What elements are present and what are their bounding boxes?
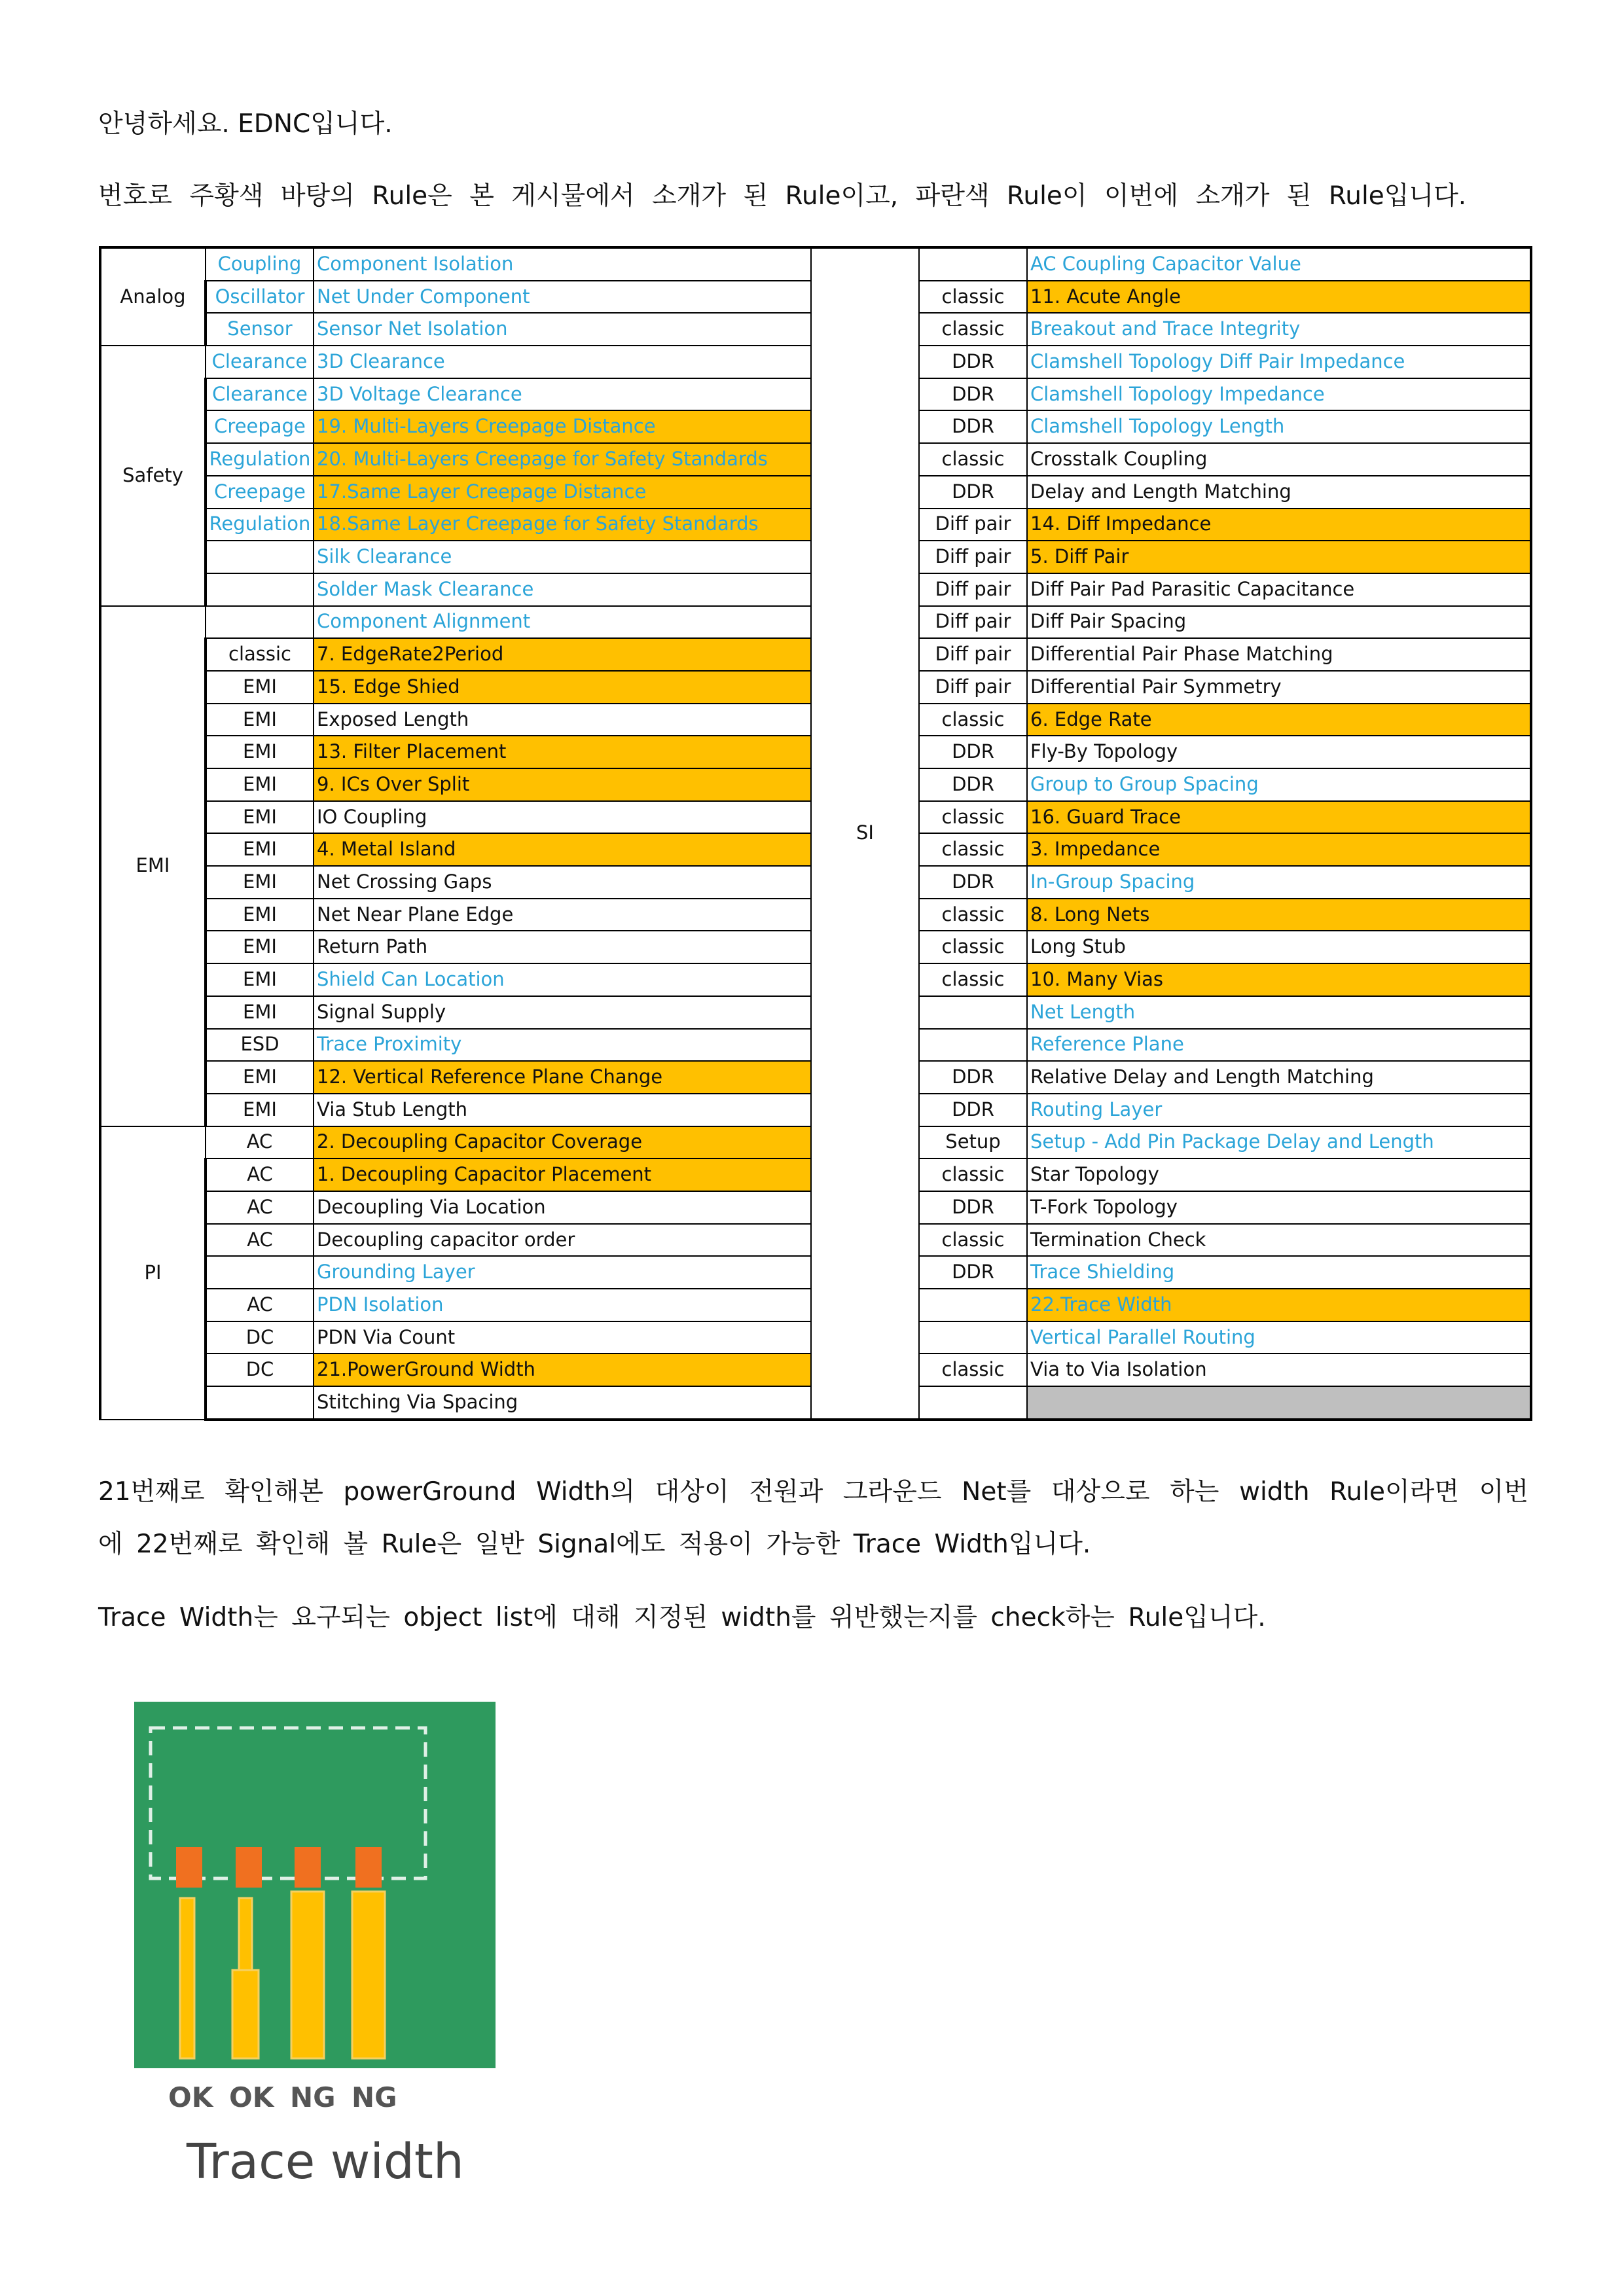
rule-subcategory: AC <box>206 1191 314 1224</box>
rule-subcategory <box>206 541 314 573</box>
si-rule-name: Clamshell Topology Impedance <box>1027 378 1531 411</box>
si-rule-type <box>919 1289 1027 1321</box>
si-rule-type: Diff pair <box>919 638 1027 671</box>
rule-name: 21.PowerGround Width <box>314 1354 811 1386</box>
si-rule-type: DDR <box>919 410 1027 443</box>
rule-name: Component Alignment <box>314 606 811 639</box>
si-rule-name: Via to Via Isolation <box>1027 1354 1531 1386</box>
si-rule-type: Diff pair <box>919 541 1027 573</box>
si-rule-type: DDR <box>919 1094 1027 1126</box>
rule-name: 15. Edge Shied <box>314 671 811 704</box>
si-rule-name: 8. Long Nets <box>1027 899 1531 931</box>
si-rule-type: DDR <box>919 736 1027 768</box>
rule-name: Signal Supply <box>314 996 811 1029</box>
rule-name: PDN Isolation <box>314 1289 811 1321</box>
rule-subcategory: Oscillator <box>206 281 314 314</box>
si-rule-type: Diff pair <box>919 671 1027 704</box>
si-rule-type: classic <box>919 1224 1027 1257</box>
trace-width-figure <box>134 1702 501 2199</box>
category-analog: Analog <box>100 247 206 346</box>
pad-4 <box>355 1847 382 1888</box>
trace-wide-2 <box>232 1970 259 2058</box>
paragraph-trace-width-definition: Trace Width는 요구되는 object list에 대해 지정된 width를 위반했는지를 check하는 Rule입니다. <box>98 1603 1266 1632</box>
si-rule-name: AC Coupling Capacitor Value <box>1027 247 1531 281</box>
category-safety: Safety <box>100 346 206 606</box>
rule-name: 7. EdgeRate2Period <box>314 638 811 671</box>
rule-subcategory: EMI <box>206 996 314 1029</box>
rule-subcategory: DC <box>206 1354 314 1386</box>
rule-subcategory: Coupling <box>206 247 314 281</box>
rule-name: Shield Can Location <box>314 963 811 996</box>
rule-subcategory: EMI <box>206 899 314 931</box>
si-rule-type: Diff pair <box>919 573 1027 606</box>
si-rule-name: Fly-By Topology <box>1027 736 1531 768</box>
rule-subcategory <box>206 573 314 606</box>
rule-name: 18.Same Layer Creepage for Safety Standards <box>314 509 811 541</box>
si-rule-name: T-Fork Topology <box>1027 1191 1531 1224</box>
si-rule-name: Crosstalk Coupling <box>1027 443 1531 476</box>
trace-thin-1 <box>180 1898 194 2058</box>
si-rule-type: Setup <box>919 1126 1027 1159</box>
si-rule-type: classic <box>919 1354 1027 1386</box>
figure-title: Trace width <box>187 2134 464 2190</box>
si-rule-type: classic <box>919 899 1027 931</box>
rule-name: Solder Mask Clearance <box>314 573 811 606</box>
si-rule-type: DDR <box>919 866 1027 899</box>
trace-label-4: NG <box>352 2081 397 2113</box>
si-rule-name: 22.Trace Width <box>1027 1289 1531 1321</box>
pad-1 <box>176 1847 202 1888</box>
si-rule-name: 11. Acute Angle <box>1027 281 1531 314</box>
rule-name: Trace Proximity <box>314 1029 811 1062</box>
si-rule-type: classic <box>919 963 1027 996</box>
rules-table <box>99 246 1532 1421</box>
rule-name: 3D Clearance <box>314 346 811 378</box>
rule-subcategory: EMI <box>206 736 314 768</box>
rule-subcategory: AC <box>206 1289 314 1321</box>
si-rule-name: Clamshell Topology Length <box>1027 410 1531 443</box>
si-rule-name: Diff Pair Spacing <box>1027 606 1531 639</box>
si-rule-type <box>919 996 1027 1029</box>
rule-subcategory: EMI <box>206 801 314 834</box>
si-rule-name: Routing Layer <box>1027 1094 1531 1126</box>
rule-subcategory: EMI <box>206 931 314 963</box>
rules-table-body <box>100 247 1531 1420</box>
si-rule-name: Differential Pair Symmetry <box>1027 671 1531 704</box>
rule-subcategory: EMI <box>206 704 314 736</box>
si-rule-name: 16. Guard Trace <box>1027 801 1531 834</box>
si-rule-type <box>919 247 1027 281</box>
rule-name: Sensor Net Isolation <box>314 313 811 346</box>
greeting-text: 안녕하세요. EDNC입니다. <box>98 109 393 139</box>
rule-name: Decoupling capacitor order <box>314 1224 811 1257</box>
rule-name: Stitching Via Spacing <box>314 1386 811 1420</box>
trace-label-1: OK <box>168 2081 213 2113</box>
rule-subcategory <box>206 606 314 639</box>
si-rule-type: classic <box>919 281 1027 314</box>
si-rule-type: classic <box>919 704 1027 736</box>
rule-subcategory: EMI <box>206 671 314 704</box>
pcb-board <box>134 1702 496 2068</box>
si-rule-name: 14. Diff Impedance <box>1027 509 1531 541</box>
rule-subcategory: EMI <box>206 866 314 899</box>
si-rule-name: Breakout and Trace Integrity <box>1027 313 1531 346</box>
rule-subcategory: AC <box>206 1224 314 1257</box>
si-rule-name: Long Stub <box>1027 931 1531 963</box>
si-rule-type: DDR <box>919 378 1027 411</box>
si-rule-name: Delay and Length Matching <box>1027 476 1531 509</box>
trace-width-diagram <box>134 1702 496 2068</box>
si-rule-name: Termination Check <box>1027 1224 1531 1257</box>
category-si: SI <box>811 247 919 1420</box>
si-rule-type: classic <box>919 833 1027 866</box>
rule-name: 1. Decoupling Capacitor Placement <box>314 1158 811 1191</box>
rule-name: 20. Multi-Layers Creepage for Safety Standards <box>314 443 811 476</box>
si-rule-name: 6. Edge Rate <box>1027 704 1531 736</box>
si-rule-type <box>919 1386 1027 1420</box>
paragraph-powerground: 21번째로 확인해본 powerGround Width의 대상이 전원과 그라운드 Net를 대상으로 하는 width Rule이라면 이번 <box>98 1477 1528 1507</box>
rule-subcategory: EMI <box>206 963 314 996</box>
si-rule-name: 3. Impedance <box>1027 833 1531 866</box>
rule-subcategory: EMI <box>206 1094 314 1126</box>
si-rule-type: DDR <box>919 346 1027 378</box>
rule-name: 12. Vertical Reference Plane Change <box>314 1061 811 1094</box>
rule-name: IO Coupling <box>314 801 811 834</box>
si-rule-name: 10. Many Vias <box>1027 963 1531 996</box>
si-rule-type: classic <box>919 443 1027 476</box>
rule-subcategory: Creepage <box>206 476 314 509</box>
rule-name: 3D Voltage Clearance <box>314 378 811 411</box>
rule-subcategory: AC <box>206 1158 314 1191</box>
category-emi: EMI <box>100 606 206 1126</box>
rule-name: Grounding Layer <box>314 1256 811 1289</box>
si-rule-name <box>1027 1386 1531 1420</box>
rule-name: 4. Metal Island <box>314 833 811 866</box>
pad-3 <box>295 1847 321 1888</box>
si-rule-name: Relative Delay and Length Matching <box>1027 1061 1531 1094</box>
rule-subcategory: Regulation <box>206 509 314 541</box>
si-rule-type: classic <box>919 313 1027 346</box>
rule-subcategory: DC <box>206 1321 314 1354</box>
si-rule-type: Diff pair <box>919 606 1027 639</box>
category-pi: PI <box>100 1126 206 1420</box>
si-rule-type: classic <box>919 801 1027 834</box>
si-rule-name: Clamshell Topology Diff Pair Impedance <box>1027 346 1531 378</box>
rule-name: PDN Via Count <box>314 1321 811 1354</box>
rule-name: Silk Clearance <box>314 541 811 573</box>
rule-name: Via Stub Length <box>314 1094 811 1126</box>
si-rule-type: classic <box>919 1158 1027 1191</box>
rule-subcategory <box>206 1256 314 1289</box>
si-rule-type: DDR <box>919 1061 1027 1094</box>
si-rule-name: Setup - Add Pin Package Delay and Length <box>1027 1126 1531 1159</box>
si-rule-type: DDR <box>919 768 1027 801</box>
si-rule-name: In-Group Spacing <box>1027 866 1531 899</box>
si-rule-name: Group to Group Spacing <box>1027 768 1531 801</box>
rule-name: Return Path <box>314 931 811 963</box>
rule-name: Decoupling Via Location <box>314 1191 811 1224</box>
si-rule-type: DDR <box>919 1256 1027 1289</box>
si-rule-name: Trace Shielding <box>1027 1256 1531 1289</box>
rule-subcategory: Sensor <box>206 313 314 346</box>
si-rule-name: Differential Pair Phase Matching <box>1027 638 1531 671</box>
intro-text: 번호로 주황색 바탕의 Rule은 본 게시물에서 소개가 된 Rule이고, 파란색 Rule이 이번에 소개가 된 Rule입니다. <box>98 181 1467 211</box>
rule-subcategory: ESD <box>206 1029 314 1062</box>
rule-subcategory: EMI <box>206 833 314 866</box>
trace-wide-3 <box>291 1892 324 2058</box>
trace-neck-2 <box>239 1898 252 1977</box>
si-rule-name: Star Topology <box>1027 1158 1531 1191</box>
pad-2 <box>236 1847 262 1888</box>
rule-subcategory: EMI <box>206 1061 314 1094</box>
si-rule-name: 5. Diff Pair <box>1027 541 1531 573</box>
rule-name: Net Near Plane Edge <box>314 899 811 931</box>
rule-name: 9. ICs Over Split <box>314 768 811 801</box>
si-rule-type: classic <box>919 931 1027 963</box>
si-rule-name: Net Length <box>1027 996 1531 1029</box>
trace-wide-4 <box>352 1892 385 2058</box>
trace-label-2: OK <box>229 2081 274 2113</box>
si-rule-type: DDR <box>919 1191 1027 1224</box>
table-row <box>100 247 1531 281</box>
si-rule-name: Reference Plane <box>1027 1029 1531 1062</box>
rule-name: 17.Same Layer Creepage Distance <box>314 476 811 509</box>
rule-name: Exposed Length <box>314 704 811 736</box>
rule-subcategory: classic <box>206 638 314 671</box>
si-rule-type: Diff pair <box>919 509 1027 541</box>
rule-subcategory <box>206 1386 314 1420</box>
si-rule-name: Diff Pair Pad Parasitic Capacitance <box>1027 573 1531 606</box>
rule-name: 2. Decoupling Capacitor Coverage <box>314 1126 811 1159</box>
rule-name: 13. Filter Placement <box>314 736 811 768</box>
rule-subcategory: Regulation <box>206 443 314 476</box>
rule-subcategory: AC <box>206 1126 314 1159</box>
rule-subcategory: Clearance <box>206 346 314 378</box>
si-rule-type: DDR <box>919 476 1027 509</box>
rule-subcategory: Creepage <box>206 410 314 443</box>
paragraph-trace-width-intro: 에 22번째로 확인해 볼 Rule은 일반 Signal에도 적용이 가능한 Trace Width입니다. <box>98 1530 1091 1559</box>
rule-name: 19. Multi-Layers Creepage Distance <box>314 410 811 443</box>
trace-label-3: NG <box>290 2081 336 2113</box>
si-rule-type <box>919 1321 1027 1354</box>
rule-name: Component Isolation <box>314 247 811 281</box>
rule-name: Net Crossing Gaps <box>314 866 811 899</box>
si-rule-name: Vertical Parallel Routing <box>1027 1321 1531 1354</box>
rule-name: Net Under Component <box>314 281 811 314</box>
rule-subcategory: EMI <box>206 768 314 801</box>
si-rule-type <box>919 1029 1027 1062</box>
rule-subcategory: Clearance <box>206 378 314 411</box>
